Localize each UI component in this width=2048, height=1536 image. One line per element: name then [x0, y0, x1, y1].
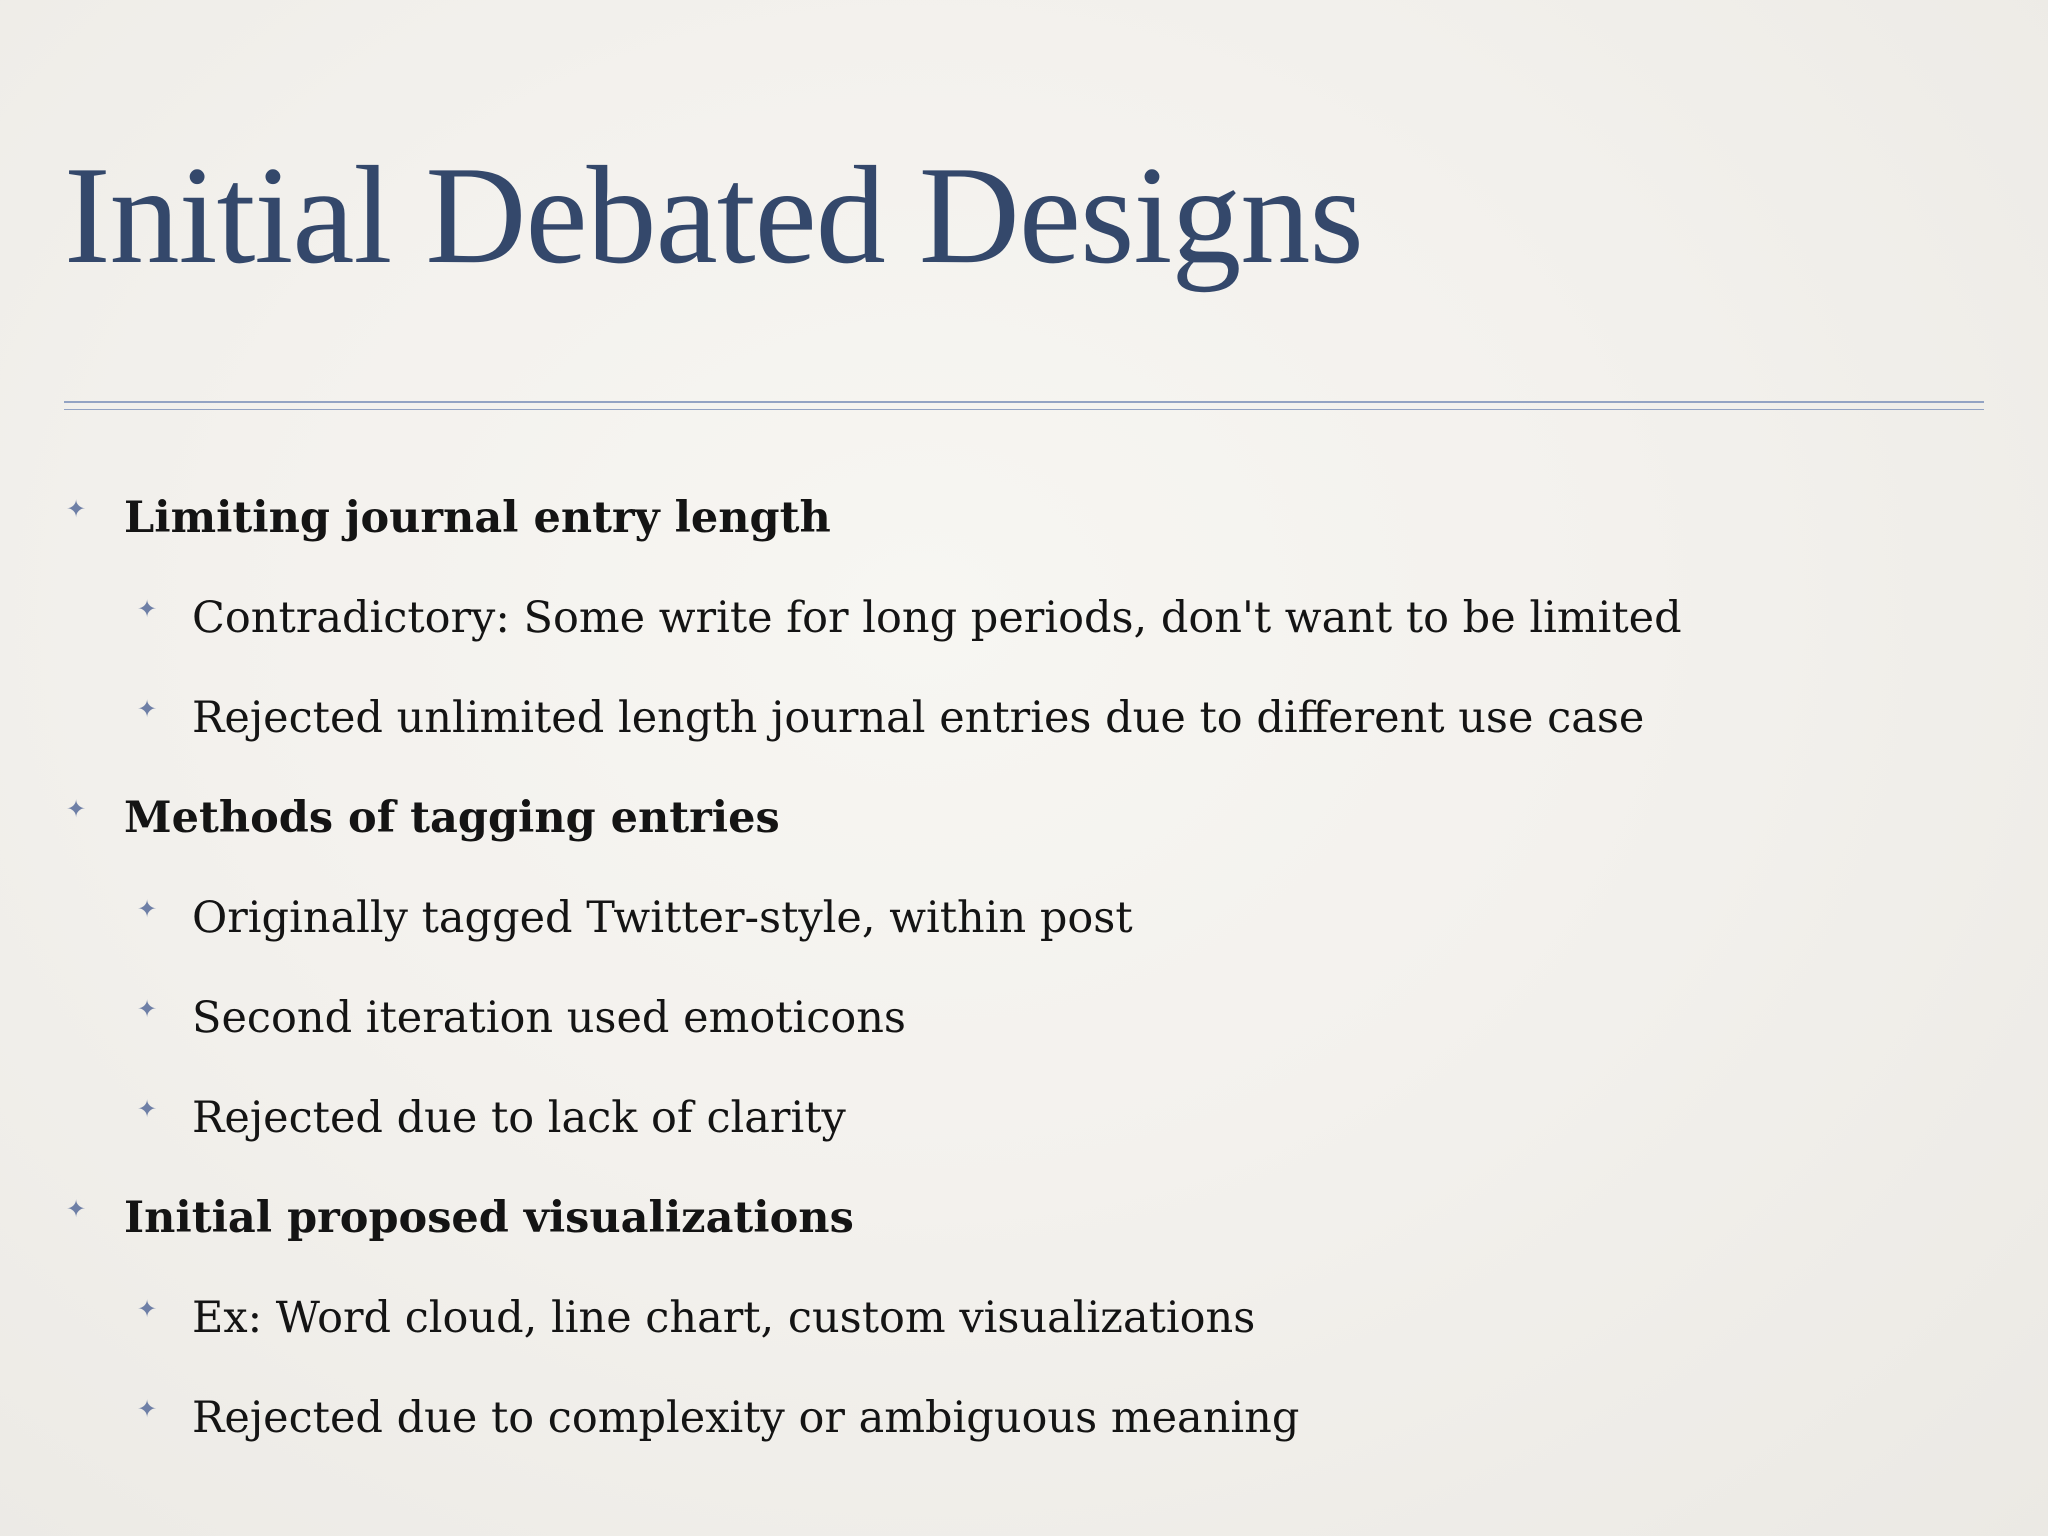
slide-title: Initial Debated Designs [64, 138, 1363, 293]
sub-bullet-text: Rejected due to complexity or ambiguous meaning [192, 1393, 1300, 1443]
four-point-star-icon: ✦ [137, 695, 158, 723]
sub-bullet-text: Rejected unlimited length journal entries due to different use case [192, 693, 1645, 743]
four-point-star-icon: ✦ [66, 795, 87, 823]
sub-bullet-text: Contradictory: Some write for long periods, don't want to be limited [192, 593, 1682, 643]
bullet-text: Initial proposed visualizations [124, 1193, 854, 1243]
four-point-star-icon: ✦ [137, 595, 158, 623]
sub-bullet-text: Second iteration used emoticons [192, 993, 906, 1043]
four-point-star-icon: ✦ [137, 1395, 158, 1423]
four-point-star-icon: ✦ [66, 495, 87, 523]
sub-bullet-text: Originally tagged Twitter-style, within post [192, 893, 1133, 943]
four-point-star-icon: ✦ [137, 1095, 158, 1123]
bullet-text: Methods of tagging entries [124, 793, 780, 843]
sub-bullet-text: Rejected due to lack of clarity [192, 1093, 846, 1143]
four-point-star-icon: ✦ [137, 895, 158, 923]
four-point-star-icon: ✦ [137, 995, 158, 1023]
four-point-star-icon: ✦ [66, 1195, 87, 1223]
four-point-star-icon: ✦ [137, 1295, 158, 1323]
sub-bullet-text: Ex: Word cloud, line chart, custom visualizations [192, 1293, 1256, 1343]
bullet-text: Limiting journal entry length [124, 493, 831, 543]
